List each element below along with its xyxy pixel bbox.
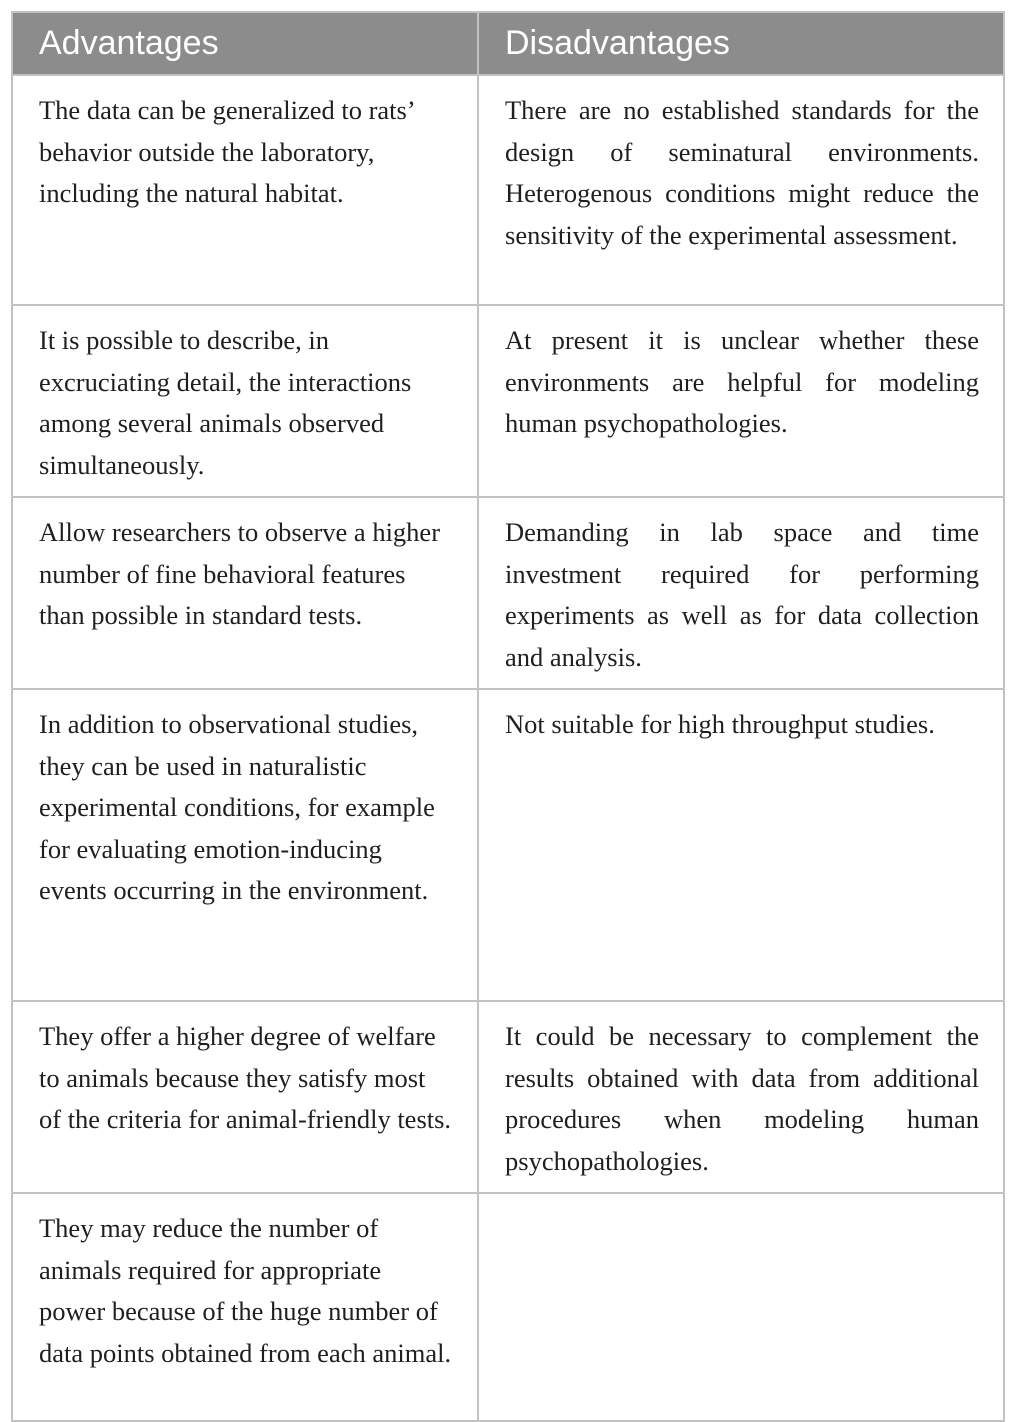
disadvantage-cell: Demanding in lab space and time investment required for performing experiments as well as for data collection and analysis. (478, 497, 1004, 689)
table-row (12, 1001, 1004, 1193)
table-row (12, 1193, 1004, 1421)
advantage-cell: In addition to observational studies, they can be used in naturalistic experimental conditions, for example for evaluating emotion-inducing events occurring in the environment. (12, 689, 478, 1001)
advantage-cell: The data can be generalized to rats’ behavior outside the laboratory, including the natural habitat. (12, 75, 478, 305)
disadvantage-cell: It could be necessary to complement the results obtained with data from additional procedures when modeling human psychopathologies. (478, 1001, 1004, 1193)
disadvantage-cell: There are no established standards for the design of seminatural environments. Heterogenous conditions might reduce the sensitivity of the experimental assessment. (478, 75, 1004, 305)
disadvantage-cell: Not suitable for high throughput studies. (478, 689, 1004, 1001)
disadvantage-cell: At present it is unclear whether these environments are helpful for modeling human psychopathologies. (478, 305, 1004, 497)
table-row (12, 689, 1004, 1001)
table-row (12, 75, 1004, 305)
header-row (12, 12, 1004, 75)
pros-cons-table (11, 11, 1005, 1422)
header-disadvantages: Disadvantages (478, 12, 1004, 75)
advantage-cell: Allow researchers to observe a higher number of fine behavioral features than possible in standard tests. (12, 497, 478, 689)
advantage-cell: They may reduce the number of animals required for appropriate power because of the huge number of data points obtained from each animal. (12, 1193, 478, 1421)
table-row (12, 305, 1004, 497)
advantage-cell: It is possible to describe, in excruciating detail, the interactions among several animals observed simultaneously. (12, 305, 478, 497)
header-advantages: Advantages (12, 12, 478, 75)
disadvantage-cell (478, 1193, 1004, 1421)
table-row (12, 497, 1004, 689)
advantage-cell: They offer a higher degree of welfare to animals because they satisfy most of the criteria for animal-friendly tests. (12, 1001, 478, 1193)
